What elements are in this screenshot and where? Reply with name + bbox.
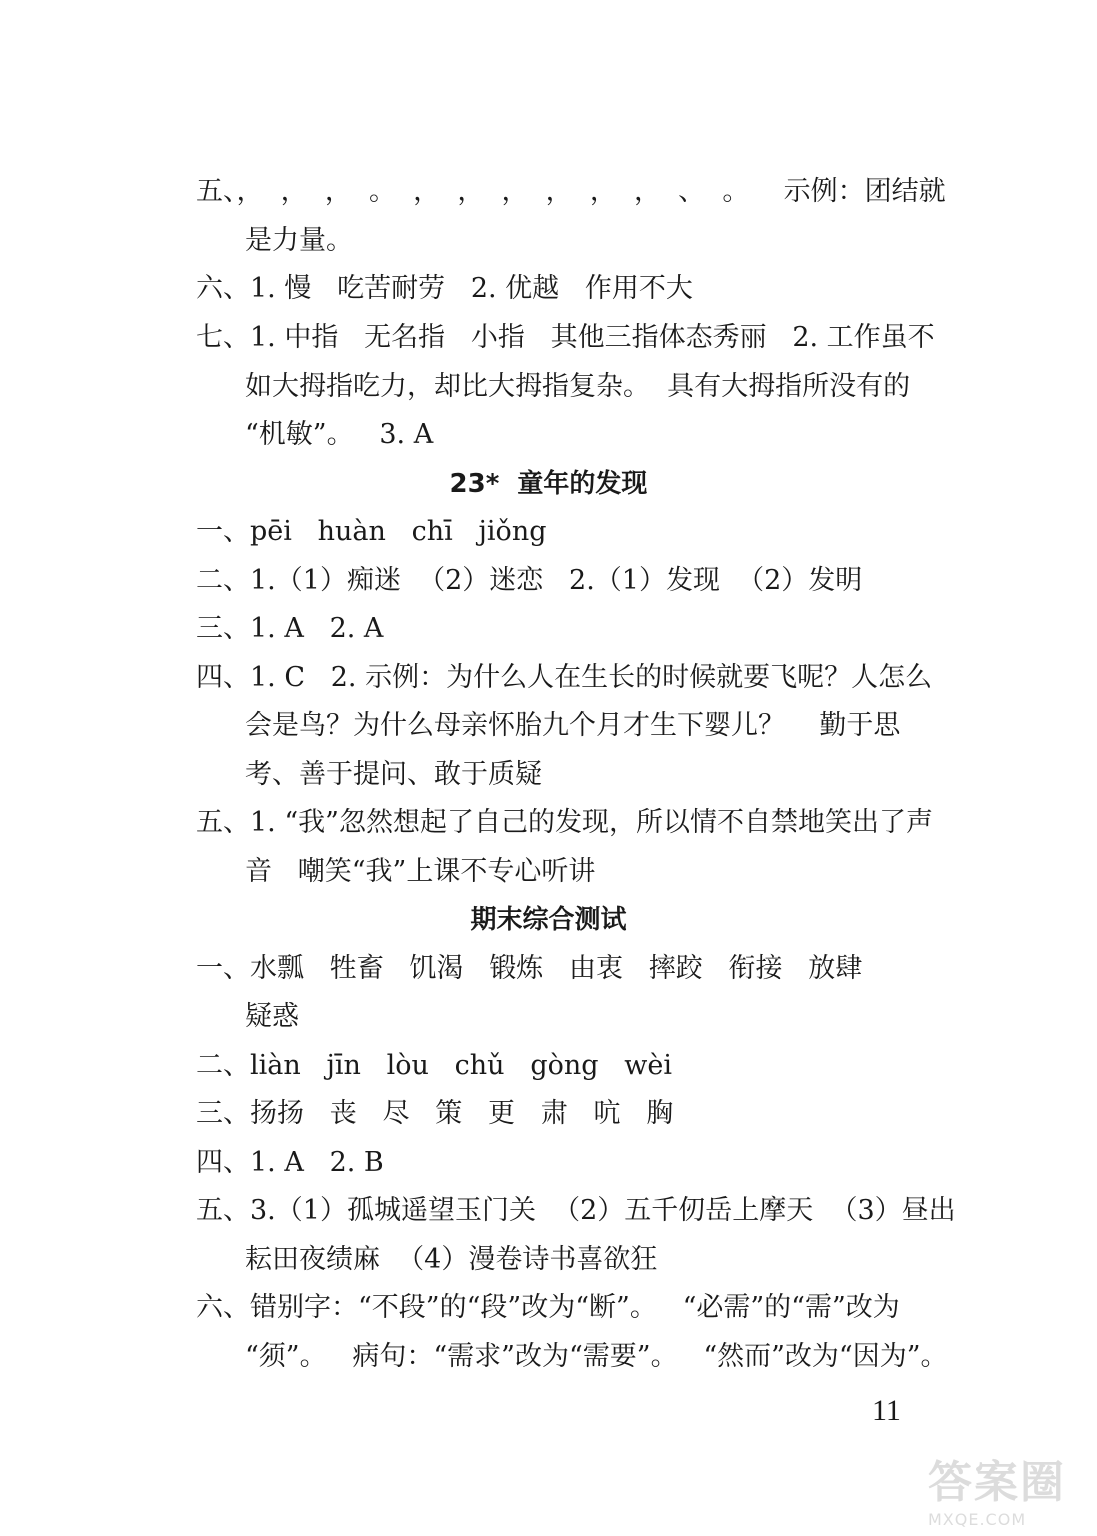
answer-line: 一、水瓢 牲畜 饥渴 锻炼 由衷 摔跤 衔接 放肆 [196,953,863,984]
section-title: 期末综合测试 [470,905,627,935]
answer-line: “机敏”。 3. A [245,419,434,450]
answer-line: 是力量。 [245,225,353,256]
section-title: 23* 童年的发现 [449,469,648,499]
answer-line: 考、善于提问、敢于质疑 [245,759,542,790]
answer-line: 疑惑 [245,1001,299,1032]
answer-line: 五、3.（1）孤城遥望玉门关 （2）五千仞岳上摩天 （3）昼出 [196,1195,956,1226]
answer-line: 七、1. 中指 无名指 小指 其他三指体态秀丽 2. 工作虽不 [196,322,935,353]
page-number: 11 [872,1394,901,1427]
answer-line: 四、1. C 2. 示例：为什么人在生长的时候就要飞呢？人怎么 [196,662,933,693]
answer-line: 会是鸟？为什么母亲怀胎九个月才生下婴儿？ 勤于思 [245,710,901,741]
answer-line: 四、1. A 2. B [196,1147,384,1178]
answer-line: 三、1. A 2. A [196,613,384,644]
answer-line: 二、1.（1）痴迷 （2）迷恋 2.（1）发现 （2）发明 [196,565,863,596]
watermark-url: MXQE.COM [928,1510,1027,1529]
answer-line: 六、错别字：“不段”的“段”改为“断”。 “必需”的“需”改为 [196,1292,900,1323]
answer-line: 五、1. “我”忽然想起了自己的发现，所以情不自禁地笑出了声 [196,807,933,838]
answer-line: “须”。 病句：“需求”改为“需要”。 “然而”改为“因为”。 [245,1341,948,1372]
answer-line: 五、， ， ， 。 ， ， ， ， ， ， 、 。 示例：团结就 [196,176,946,207]
answer-line: 耘田夜绩麻 （4）漫卷诗书喜欲狂 [245,1244,658,1275]
answer-line: 音 嘲笑“我”上课不专心听讲 [245,856,596,887]
answer-line: 一、pēi huàn chī jiǒng [196,516,547,547]
answer-line: 二、liàn jīn lòu chǔ gòng wèi [196,1050,673,1081]
answer-line: 三、扬扬 丧 尽 策 更 肃 吭 胸 [196,1098,674,1129]
answer-line: 六、1. 慢 吃苦耐劳 2. 优越 作用不大 [196,273,693,304]
watermark-text: 答案圈 [928,1457,1066,1508]
watermark-logo [928,1446,1088,1529]
answer-line: 如大拇指吃力，却比大拇指复杂。 具有大拇指所没有的 [245,371,911,402]
